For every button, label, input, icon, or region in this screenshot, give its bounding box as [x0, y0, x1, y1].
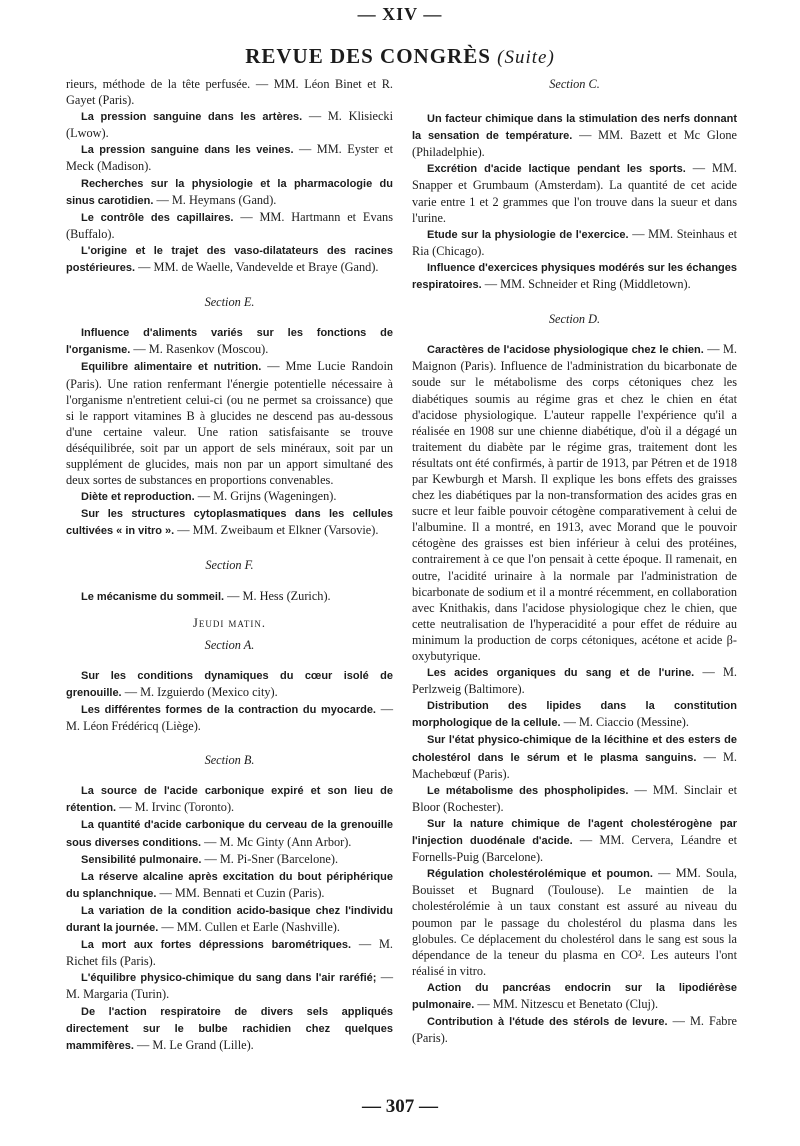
entry-authors: — MM. Bennati et Cuzin (Paris).: [156, 885, 325, 900]
entry-title: Action du pancréas endocrin sur la lipodiérèse pulmonaire.: [412, 981, 737, 1011]
entry: [66, 902, 393, 936]
entry: [66, 505, 393, 539]
entry-title: L'équilibre physico-chimique du sang dans l'air raréfié;: [81, 972, 377, 985]
entry-authors: — MM. Cervera, Léandre et Fornells-Puig (Barcelone).: [412, 833, 738, 865]
entry-title: Sensibilité pulmonaire.: [81, 853, 202, 866]
entry-title: La pression sanguine dans les veines.: [81, 144, 294, 157]
entry-authors: — M. Machebœuf (Paris).: [412, 749, 737, 781]
entry-title: Excrétion d'acide lactique pendant les sports.: [427, 163, 686, 176]
entry-authors: — M. Heymans (Gand).: [153, 192, 277, 207]
entry-body: — MM. Soula, Bouisset et Bugnard (Toulouse). Le maintien de la cholestérolémie à un taux constant est assuré au niveau du poumon par le passage du cholestérol du plasma dans les globules. Ce déplacement du cholestérol dans le sang est sous la dépendance de la teneur du plasma en CO². Les auteurs l'ont réalisé in vitro.: [412, 866, 737, 978]
entry: [412, 1013, 737, 1046]
entry: [66, 324, 393, 358]
entry-title: Les acides organiques du sang et de l'urine.: [427, 667, 695, 680]
entry-authors: — M. Klisiecki (Lwow).: [66, 109, 393, 141]
entry-authors: — MM. Hartmann et Evans (Buffalo).: [66, 209, 393, 241]
entry-authors: — M. Grijns (Wageningen).: [194, 489, 337, 504]
entry-authors: — MM. de Waelle, Vandevelde et Braye (Gand).: [135, 260, 379, 275]
entry: [66, 701, 393, 734]
entry-title: Régulation cholestérolémique et poumon.: [427, 868, 653, 881]
entry-authors: — M. Margaria (Turin).: [66, 970, 393, 1002]
entry-authors: — M. Perlzweig (Baltimore).: [412, 665, 737, 697]
entry-authors: — MM. Bazett et Mc Glone (Philadelphie).: [412, 128, 737, 160]
entry: [412, 259, 737, 293]
roman-page-number: — XIV —: [357, 4, 443, 24]
day-heading: Jeudi matin.: [193, 615, 266, 630]
entry-title: Un facteur chimique dans la stimulation des nerfs donnant la sensation de température.: [412, 113, 737, 143]
entry: [66, 851, 393, 868]
entry-title: De l'action respiratoire de divers sels appliqués directement sur le bulbe rachidien chez quelques mammifères.: [66, 1005, 393, 1052]
section-heading-c: Section C.: [549, 77, 600, 91]
entry-authors: — M. Léon Frédéricq (Liège).: [66, 702, 393, 734]
section-heading-a: Section A.: [204, 637, 255, 652]
entry: [66, 969, 393, 1002]
entry-title: La variation de la condition acido-basique chez l'individu durant la journée.: [66, 904, 393, 935]
entry: [412, 664, 737, 697]
entry-title: Recherches sur la physiologie et la pharmacologie du sinus carotidien.: [66, 177, 393, 207]
entry-title: Sur l'état physico-chimique de la lécithine et des esters de cholestérol dans le sérum et le plasma sanguins.: [412, 734, 737, 764]
entry: [412, 226, 737, 259]
entry-title: Caractères de l'acidose physiologique chez le chien.: [427, 344, 704, 357]
entry-authors: — M. Irvinc (Toronto).: [116, 800, 235, 815]
section-heading-b: Section B.: [204, 753, 255, 768]
entry-authors: — M. Le Grand (Lille).: [133, 1037, 254, 1052]
entry-authors: — M. Richet fils (Paris).: [66, 937, 393, 969]
header-title: REVUE DES CONGRÈS: [245, 44, 491, 68]
entry-title: La réserve alcaline après excitation du bout périphérique du splanchnique.: [66, 870, 393, 900]
entry-body: — MM. Snapper et Grumbaum (Amsterdam). La quantité de cet acide varie entre 1 et 2 grammes que l'on trouve dans la sueur et dans l'urine.: [412, 161, 738, 225]
left-column: [66, 76, 393, 1054]
entry-authors: — M. Ciaccio (Messine).: [560, 715, 689, 730]
entry: [66, 175, 393, 209]
entry-authors: — M. Izguierdo (Mexico city).: [121, 684, 278, 699]
entry: [412, 110, 737, 160]
entry-title: Le contrôle des capillaires.: [81, 211, 234, 224]
entry-body: — Mme Lucie Randoin (Paris). Une ration renfermant l'énergie potentielle nécessaire à l'organisme n'entretient celui-ci (ou ne permet sa croissance) que si le rapport vitamines B à glucides ne descend pas au-dessous d'une certaine valeur. Une ration satisfaisante se trouve déséquilibrée, soit par un apport de sels minéraux, soit par un supplément de glucides, mais non par un apport simultané des deux sortes de substances en proportions convenables.: [66, 359, 394, 488]
header-suite: (Suite): [497, 47, 555, 68]
entry: [66, 209, 393, 242]
entry-authors: — MM. Cullen et Earle (Nashville).: [158, 920, 340, 935]
section-heading-d: Section D.: [548, 312, 601, 327]
entry-title: Diète et reproduction.: [81, 491, 195, 504]
entry: [66, 936, 393, 969]
entry-title: La mort aux fortes dépressions barométriques.: [81, 939, 352, 952]
entry: [412, 815, 737, 865]
entry-authors: — MM. Sinclair et Bloor (Rochester).: [412, 782, 737, 814]
entry-title: Contribution à l'étude des stérols de levure.: [427, 1016, 668, 1029]
section-heading-f: Section F.: [205, 558, 254, 573]
entry: [66, 667, 393, 701]
entry-title: Influence d'aliments variés sur les fonctions de l'organisme.: [66, 327, 393, 357]
entry-title: Influence d'exercices physiques modérés sur les échanges respiratoires.: [412, 261, 737, 292]
entry-title: La quantité d'acide carbonique du cerveau de la grenouille sous diverses conditions.: [66, 819, 393, 849]
right-column: [412, 76, 737, 1046]
entry-title: Sur les conditions dynamiques du cœur isolé de grenouille.: [66, 669, 393, 699]
entry: [66, 141, 393, 174]
entry-title: Sur les structures cytoplasmatiques dans les cellules cultivées « in vitro ».: [66, 508, 393, 538]
entry: [66, 782, 393, 816]
entry-authors: — MM. Eyster et Meck (Madison).: [66, 142, 393, 174]
page-header: [0, 44, 800, 69]
entry-title: L'origine et le trajet des vaso-dilatateurs des racines postérieures.: [66, 244, 393, 275]
entry-title: Etude sur la physiologie de l'exercice.: [427, 228, 629, 241]
entry-title: La source de l'acide carbonique expiré et son lieu de rétention.: [66, 785, 393, 815]
entry-title: Le métabolisme des phospholipides.: [427, 784, 629, 797]
section-heading-e: Section E.: [204, 295, 255, 310]
entry-title: Distribution des lipides dans la constitution morphologique de la cellule.: [412, 700, 737, 730]
page-footer-number: — 307 —: [362, 1096, 438, 1117]
entry-authors: — M. Hess (Zurich).: [224, 588, 331, 603]
entry: [412, 341, 737, 664]
entry: [66, 868, 393, 902]
entry: [66, 488, 393, 505]
entry-title: La pression sanguine dans les artères.: [81, 111, 303, 124]
entry: [66, 358, 393, 488]
entry: [412, 731, 737, 781]
entry: [66, 588, 393, 605]
entry-title: Le mécanisme du sommeil.: [81, 590, 225, 603]
entry-authors: — M. Rasenkov (Moscou).: [130, 342, 269, 357]
entry-authors: — MM. Nitzescu et Benetato (Cluj).: [474, 996, 659, 1011]
entry-authors: — MM. Zweibaum et Elkner (Varsovie).: [174, 523, 379, 538]
entry-authors: — M. Pi-Sner (Barcelone).: [201, 851, 339, 866]
entry-authors: — MM. Schneider et Ring (Middletown).: [481, 277, 691, 292]
entry: [412, 160, 737, 225]
entry-authors: — MM. Steinhaus et Ria (Chicago).: [412, 226, 738, 258]
entry-title: Equilibre alimentaire et nutrition.: [81, 361, 262, 374]
entry: [412, 865, 737, 979]
entry: [66, 108, 393, 141]
entry-body: — M. Maignon (Paris). Influence de l'administration du bicarbonate de soude sur le métabolisme des corps cétoniques chez les diabétiques soumis au régime gras et chez le chien en état d'acidose physiologique. L'auteur rappelle l'expérience qu'il a réalisée en 1908 sur une chienne diabétique, d'où il a dégagé un traitement du diabète par le régime gras, traitement dont les résultats ont été confirmés, à partir de 1913, par Pétren et de 1918 par Kewburgh et Marsh. Il explique les bons effets des graisses chez les diabétiques par la non-transformation des acides gras en sucre et leur faible pouvoir cétogène comparativement à celui de l'albumine. Il a montré, en 1913, avec Morand que le pouvoir cétogène des graisses est bien inférieur à celui des protéines, contrairement à ce que l'on pensait à cette époque. Il ramenait, en outre, l'acidité urinaire à la normale par l'administration de bicarbonate de sodium et il a montré récemment, en collaboration avec Knithakis, dans l'acidose physiologique chez le chien, que cette neutralisation de l'hyperacidité a pour effet de réduire au minimum la production de corps cétoniques, acétone et acide β-oxybutyrique.: [412, 342, 737, 663]
entry-authors: — M. Fabre (Paris).: [412, 1014, 737, 1046]
entry: [412, 979, 737, 1013]
entry: [412, 782, 737, 815]
entry: [66, 1003, 393, 1054]
entry-authors: — M. Mc Ginty (Ann Arbor).: [201, 834, 352, 849]
entry-continued: rieurs, méthode de la tête perfusée. — MM. Léon Binet et R. Gayet (Paris).: [66, 77, 393, 108]
entry: [66, 816, 393, 850]
entry-title: Sur la nature chimique de l'agent cholestérogène par l'injection duodénale d'acide.: [412, 817, 737, 848]
entry: [66, 242, 393, 276]
entry: [412, 697, 737, 731]
entry-title: Les différentes formes de la contraction du myocarde.: [81, 704, 376, 716]
